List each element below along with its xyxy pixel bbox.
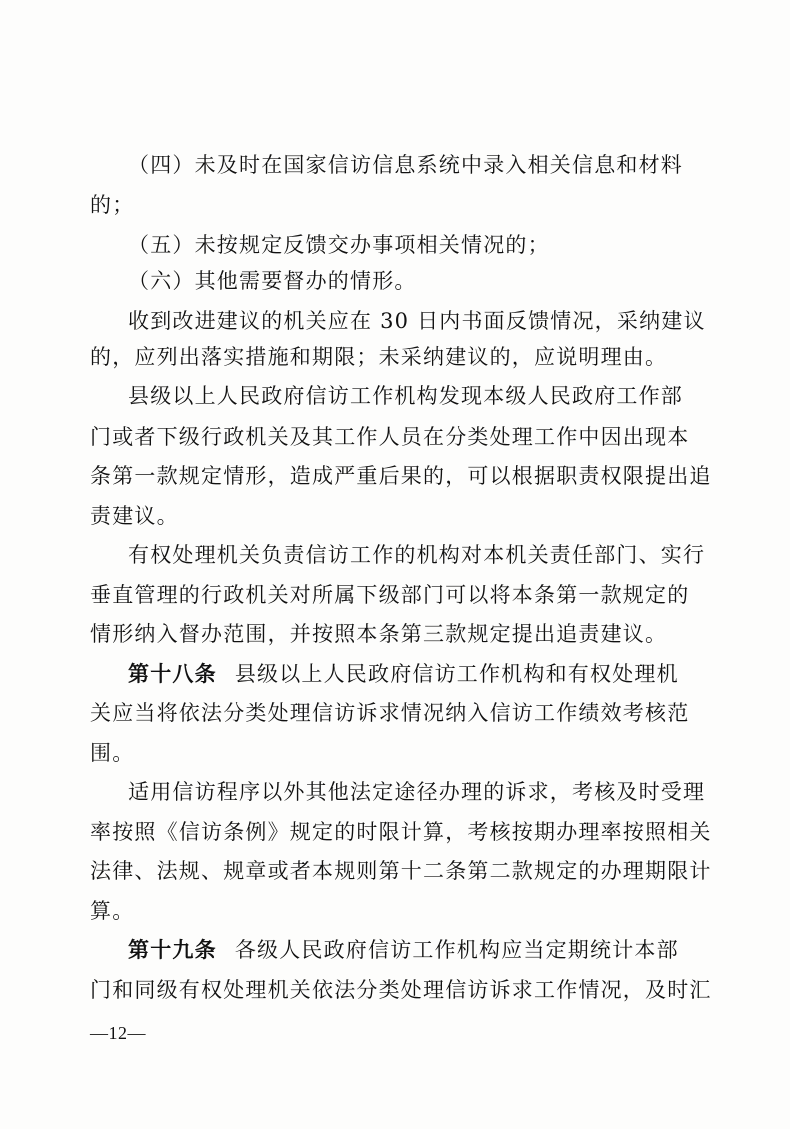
article-text: 县级以上人民政府信访工作机构和有权处理机	[234, 662, 679, 686]
paragraph-line: 的；	[90, 193, 135, 217]
paragraph-line: 的，应列出落实措施和期限；未采纳建议的，应说明理由。	[90, 345, 668, 369]
article-title: 第十八条	[128, 661, 217, 686]
article-line	[128, 935, 700, 965]
article-text: 各级人民政府信访工作机构应当定期统计本部	[234, 938, 679, 962]
article-title: 第十九条	[128, 937, 217, 962]
paragraph-line: （六）其他需要督办的情形。	[128, 269, 417, 293]
paragraph-line: 门和同级有权处理机关依法分类处理信访诉求工作情况，及时汇	[90, 978, 712, 1002]
paragraph-line: 围。	[90, 741, 135, 765]
article-line	[128, 659, 700, 689]
page-number: —12—	[90, 1023, 146, 1043]
paragraph-line: 算。	[90, 899, 135, 923]
paragraph-line: （五）未按规定反馈交办事项相关情况的；	[128, 233, 550, 257]
paragraph-line: 情形纳入督办范围，并按照本条第三款规定提出追责建议。	[90, 622, 668, 646]
paragraph-line: 适用信访程序以外其他法定途径办理的诉求，考核及时受理	[128, 780, 706, 804]
paragraph-line: 县级以上人民政府信访工作机构发现本级人民政府工作部	[128, 384, 683, 408]
paragraph-line: 有权处理机关负责信访工作的机构对本机关责任部门、实行	[128, 543, 706, 567]
paragraph-line: 责建议。	[90, 504, 179, 528]
paragraph-line: 法律、法规、规章或者本规则第十二条第二款规定的办理期限计	[90, 859, 712, 883]
paragraph-line: （四）未及时在国家信访信息系统中录入相关信息和材料	[128, 153, 683, 177]
paragraph-line: 率按照《信访条例》规定的时限计算，考核按期办理率按照相关	[90, 820, 712, 844]
paragraph-line: 关应当将依法分类处理信访诉求情况纳入信访工作绩效考核范	[90, 701, 690, 725]
paragraph-line: 收到改进建议的机关应在 30 日内书面反馈情况，采纳建议	[128, 309, 706, 333]
paragraph-line: 垂直管理的行政机关对所属下级部门可以将本条第一款规定的	[90, 583, 690, 607]
paragraph-line: 条第一款规定情形，造成严重后果的，可以根据职责权限提出追	[90, 464, 712, 488]
paragraph-line: 门或者下级行政机关及其工作人员在分类处理工作中因出现本	[90, 425, 690, 449]
